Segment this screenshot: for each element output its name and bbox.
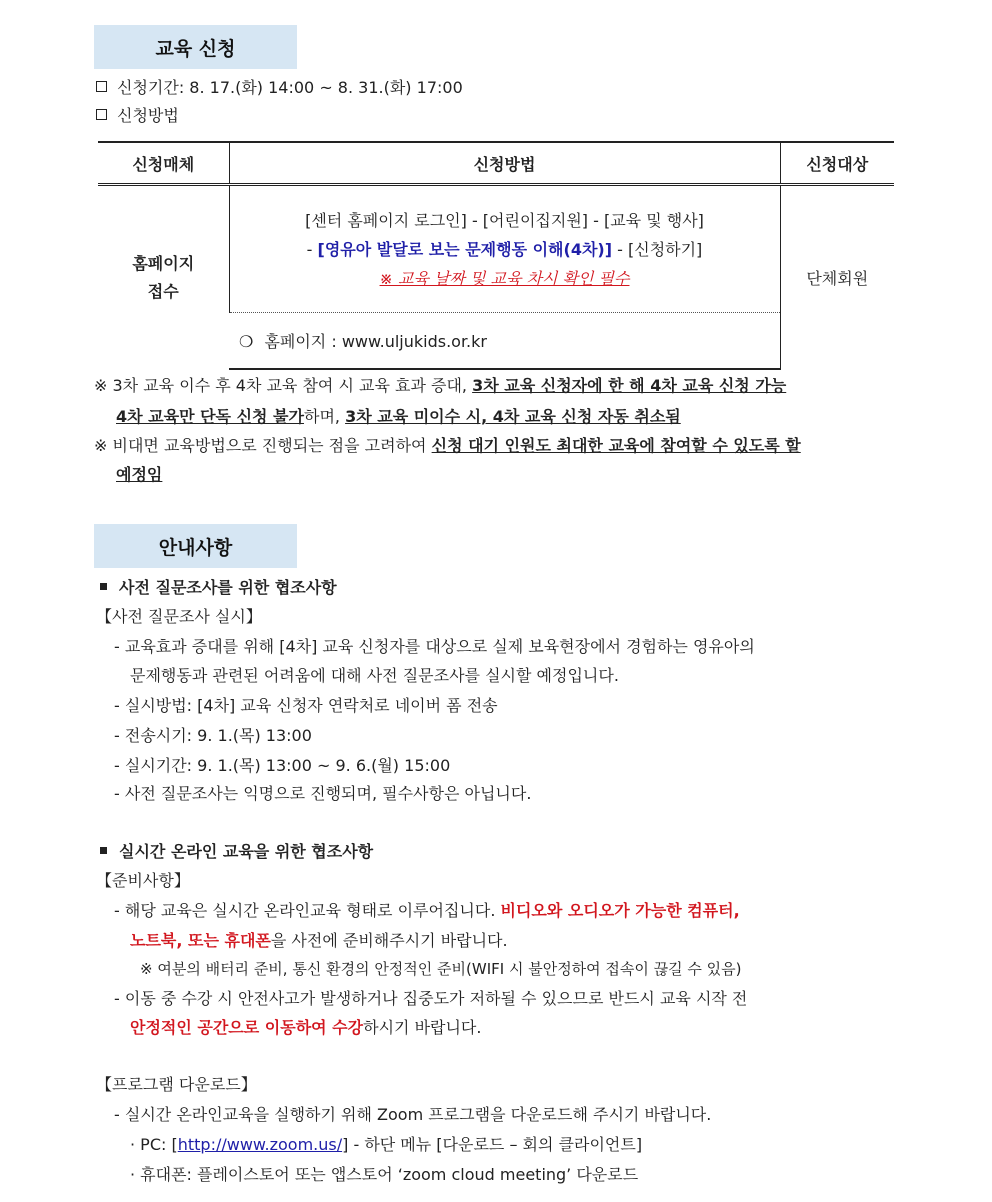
header-target: 신청대상 (780, 142, 894, 185)
circle-bullet-icon: ❍ (239, 332, 254, 351)
download-subheading: 【프로그램 다운로드】 (96, 1075, 257, 1094)
note-2-cont: 예정임 (116, 465, 163, 484)
prep-line-1: - 해당 교육은 실시간 온라인교육 형태로 이루어집니다. 비디오와 오디오가 가능한 컴퓨터, (114, 901, 740, 920)
application-table (98, 141, 894, 370)
homepage-url: 홈페이지 : www.uljukids.or.kr (264, 332, 487, 351)
subsection-title-survey: 사전 질문조사를 위한 협조사항 (100, 576, 337, 600)
survey-line-5: - 사전 질문조사는 익명으로 진행되며, 필수사항은 아닙니다. (114, 784, 532, 803)
prep-line-2b: 안정적인 공간으로 이동하여 수강하시기 바랍니다. (130, 1018, 482, 1037)
prep-note: ※ 여분의 배터리 준비, 통신 환경의 안정적인 준비(WIFI 시 불안정하여 접속이 끊길 수 있음) (140, 960, 742, 978)
table-row (98, 185, 894, 313)
table-header-row (98, 142, 894, 185)
download-pc: · PC: [http://www.zoom.us/] - 하단 메뉴 [다운로드 – 회의 클라이언트] (130, 1135, 643, 1154)
prep-line-1b: 노트북, 또는 휴대폰을 사전에 준비해주시기 바랍니다. (130, 931, 508, 950)
note-1-cont: 4차 교육만 단독 신청 불가하며, 3차 교육 미이수 시, 4차 교육 신청 자동 취소됨 (116, 407, 681, 426)
header-method: 신청방법 (229, 142, 780, 185)
checkbox-square-icon (96, 81, 107, 92)
medium-cell: 홈페이지 접수 (132, 253, 195, 301)
download-mobile: · 휴대폰: 플레이스토어 또는 앱스토어 ‘zoom cloud meeting’ 다운로드 (130, 1165, 639, 1184)
survey-line-3: - 전송시기: 9. 1.(목) 13:00 (114, 726, 312, 745)
prep-subheading: 【준비사항】 (96, 871, 190, 890)
prep-line-2: - 이동 중 수강 시 안전사고가 발생하거나 집중도가 저하될 수 있으므로 반드시 교육 시작 전 (114, 989, 748, 1008)
survey-line-1: - 교육효과 증대를 위해 [4차] 교육 신청자를 대상으로 실제 보육현장에서 경험하는 영유아의 (114, 637, 755, 656)
zoom-link[interactable]: http://www.zoom.us/ (177, 1135, 343, 1154)
square-bullet-icon (100, 847, 107, 854)
survey-line-2: - 실시방법: [4차] 교육 신청자 연락처로 네이버 폼 전송 (114, 696, 498, 715)
section-title-text: 교육 신청 (155, 37, 236, 60)
homepage-cell (229, 313, 780, 370)
header-medium: 신청매체 (98, 142, 229, 185)
note-2: ※ 비대면 교육방법으로 진행되는 점을 고려하여 신청 대기 인원도 최대한 교육에 참여할 수 있도록 할 (94, 436, 801, 455)
application-period: 신청기간: 8. 17.(화) 14:00 ~ 8. 31.(화) 17:00 (96, 76, 463, 100)
method-path-line1: [센터 홈페이지 로그인] - [어린이집지원] - [교육 및 행사] (305, 210, 704, 230)
square-bullet-icon (100, 583, 107, 590)
section-title-text: 안내사항 (158, 536, 233, 559)
download-line-1: - 실시간 온라인교육을 실행하기 위해 Zoom 프로그램을 다운로드해 주시기 바랍니다. (114, 1105, 712, 1124)
section-title-application (94, 25, 297, 69)
survey-line-4: - 실시기간: 9. 1.(목) 13:00 ~ 9. 6.(월) 15:00 (114, 756, 451, 775)
survey-line-1b: 문제행동과 관련된 어려움에 대해 사전 질문조사를 실시할 예정입니다. (130, 666, 619, 685)
method-path-cell (229, 185, 780, 313)
section-title-guide (94, 524, 297, 568)
checkbox-square-icon (96, 109, 107, 120)
method-path-line2: - [영유아 발달로 보는 문제행동 이해(4차)] - [신청하기] (306, 239, 703, 259)
note-1: ※ 3차 교육 이수 후 4차 교육 참여 시 교육 효과 증대, 3차 교육 신청자에 한 해 4차 교육 신청 가능 (94, 376, 787, 395)
target-cell: 단체회원 (780, 185, 894, 370)
application-method-label: 신청방법 (96, 104, 179, 128)
subsection-title-online: 실시간 온라인 교육을 위한 협조사항 (100, 840, 373, 864)
survey-subheading: 【사전 질문조사 실시】 (96, 607, 262, 626)
method-path-note: ※ 교육 날짜 및 교육 차시 확인 필수 (379, 268, 630, 288)
